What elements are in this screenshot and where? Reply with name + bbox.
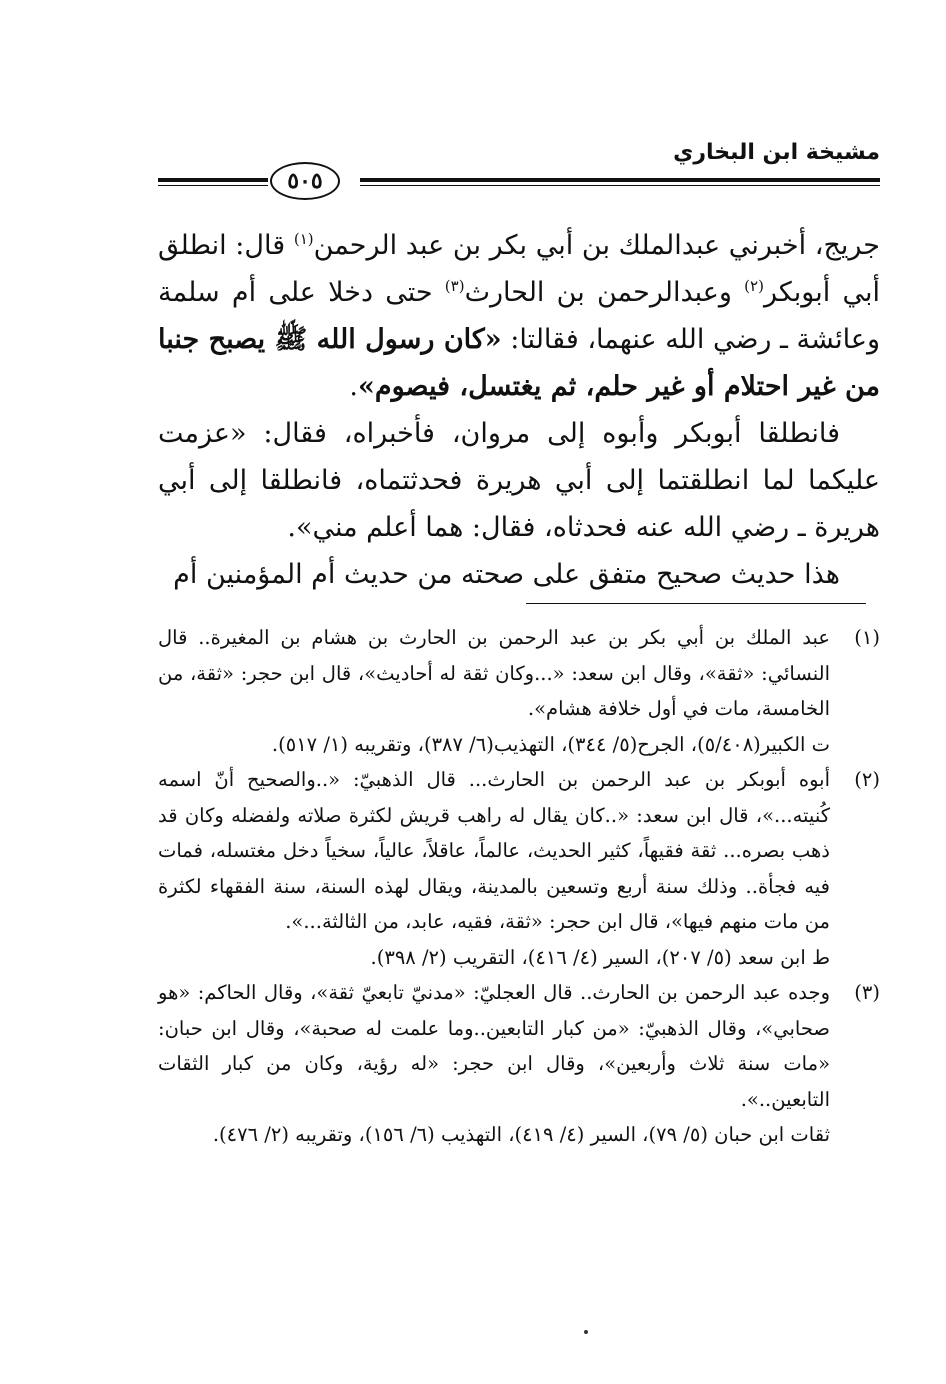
main-paragraph-1 xyxy=(158,222,880,410)
hadith-text: «كان رسول الله ﷺ يصبح جنبا من غير احتلام أو غير حلم، ثم يغتسل، فيصوم» xyxy=(158,324,880,402)
footnote-body xyxy=(158,620,830,762)
text-segment: . xyxy=(349,371,358,402)
page-header xyxy=(158,140,880,200)
footnote-ref-1: (١) xyxy=(293,230,314,248)
footnote-2 xyxy=(158,762,880,975)
running-title: مشيخة ابن البخاري xyxy=(673,140,880,165)
page-number-badge xyxy=(270,162,340,200)
footnote-marker: (٢) xyxy=(854,768,880,791)
footnote-marker: (١) xyxy=(854,626,880,649)
footnote-1 xyxy=(158,620,880,762)
footnote-text: عبد الملك بن أبي بكر بن عبد الرحمن بن الحارث بن هشام بن المغيرة.. قال النسائي: «ثقة»، وقال ابن سعد: «...وكان ثقة له أحاديث»، قال ابن حجر: «ثقة، من الخامسة، مات في أول خلافة هشام». xyxy=(158,626,830,720)
footnote-ref-3: (٣) xyxy=(444,277,465,295)
footnote-text: أبوه أبوبكر بن عبد الرحمن بن الحارث... قال الذهبيّ: «..والصحيح أنّ اسمه كُنيته...»، قال ابن سعد: «..كان يقال له راهب قريش لكثرة صلاته ولفضله وكان قد ذهب بصره... ثقة فقيهاً، كثير الحديث، عالماً، عاقلاً، عالياً، سخياً دخل مغتسله، فمات فيه فجأة.. وذلك سنة أربع وتسعين بالمدينة، ويقال لهذه السنة، سنة الفقهاء لكثرة من مات منهم فيها»، قال ابن حجر: «ثقة، فقيه، عابد، من الثالثة...». xyxy=(158,768,830,933)
header-rule-left xyxy=(158,178,268,186)
text-segment: حتى دخلا على أم سلمة وعائشة ـ رضي الله عنهما، فقالتا: xyxy=(158,277,880,355)
page-number: ٥٠٥ xyxy=(287,168,323,194)
footnote-ref-2: (٢) xyxy=(744,277,764,295)
main-paragraph-3: هذا حديث صحيح متفق على صحته من حديث أم المؤمنين أم xyxy=(173,559,840,590)
footnote-body xyxy=(158,975,830,1153)
footnote-refs: ط ابن سعد (٥/ ٢٠٧)، السير (٤/ ٤١٦)، التقريب (٢/ ٣٩٨). xyxy=(370,945,830,969)
main-paragraph-2: فانطلقا أبوبكر وأبوه إلى مروان، فأخبراه، فقال: «عزمت عليكما لما انطلقتما إلى أبي هريرة فحدثتماه، فانطلقا إلى أبي هريرة ـ رضي الله عنه فحدثاه، فقال: هما أعلم مني». xyxy=(158,418,880,543)
text-segment: قال: انطلق أبي أبوبكر xyxy=(158,230,881,308)
text-segment: جريج، أخبرني عبدالملك بن أبي بكر بن عبد الرحمن xyxy=(313,230,881,261)
header-rule-right xyxy=(360,178,880,186)
footnote-marker: (٣) xyxy=(854,981,880,1004)
footnote-body xyxy=(158,762,830,975)
footnotes xyxy=(158,620,880,1153)
page-dot xyxy=(584,1330,588,1334)
footnote-separator xyxy=(526,603,866,604)
text-segment: وعبدالرحمن بن الحارث xyxy=(464,277,745,308)
footnote-text: وجده عبد الرحمن بن الحارث.. قال العجليّ: «مدنيّ تابعيّ ثقة»، وقال الحاكم: «هو صحابي»، وقال الذهبيّ: «من كبار التابعين..وما علمت له صحبة»، وقال ابن حبان: «مات سنة ثلاث وأربعين»، وقال ابن حجر: «له رؤية، وكان من كبار الثقات التابعين..». xyxy=(158,981,830,1111)
main-text xyxy=(158,222,880,598)
footnote-refs: ثقات ابن حبان (٥/ ٧٩)، السير (٤/ ٤١٩)، التهذيب (٦/ ١٥٦)، وتقريبه (٢/ ٤٧٦). xyxy=(212,1123,830,1146)
footnote-refs: ت الكبير(٥/٤٠٨)، الجرح(٥/ ٣٤٤)، التهذيب(٦/ ٣٨٧)، وتقريبه (١/ ٥١٧). xyxy=(271,732,830,756)
footnote-3 xyxy=(158,975,880,1153)
